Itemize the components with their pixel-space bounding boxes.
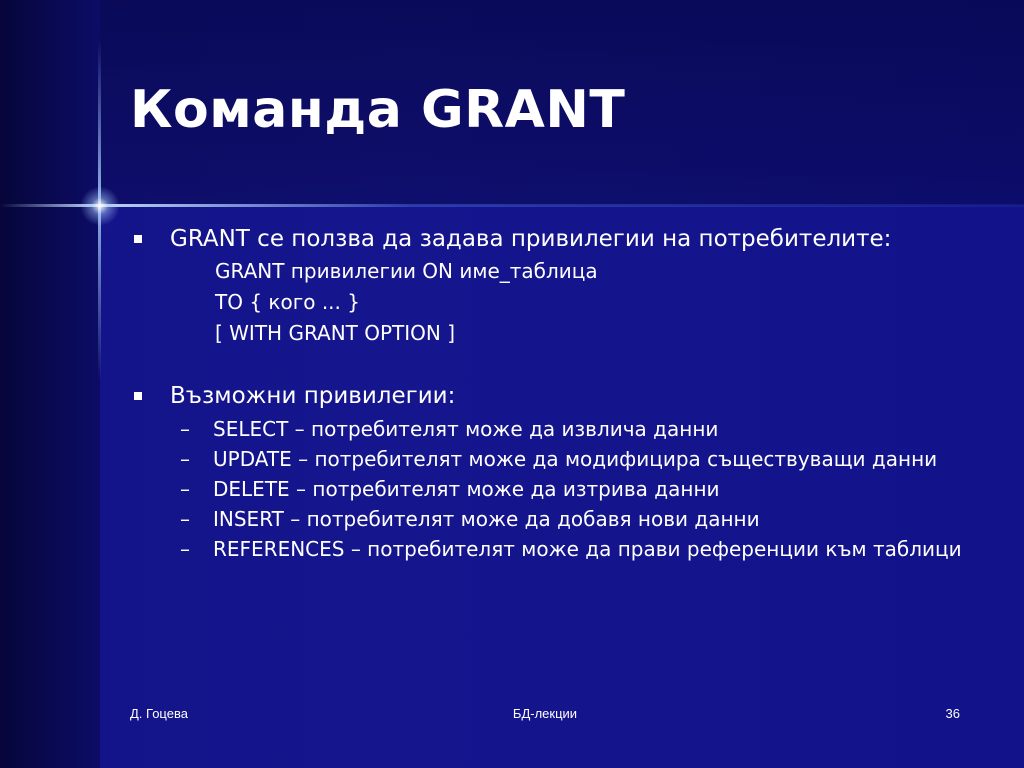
light-flare-horizontal	[0, 204, 1024, 207]
privilege-text: DELETE – потребителят може да изтрива данни	[213, 477, 720, 501]
syntax-line: GRANT привилегии ON име_таблица	[215, 259, 598, 283]
dash-bullet: –	[180, 447, 190, 471]
privilege-item-references	[130, 537, 990, 561]
bullet-text: Възможни привилегии:	[170, 383, 456, 409]
syntax-line: [ WITH GRANT OPTION ]	[215, 321, 456, 345]
privilege-item-select	[130, 417, 990, 441]
syntax-line: TO { кого ... }	[215, 290, 360, 314]
privilege-text: INSERT – потребителят може да добавя нови данни	[213, 507, 760, 531]
privilege-item-update	[130, 447, 990, 471]
dash-bullet: –	[180, 477, 190, 501]
privilege-item-insert	[130, 507, 990, 531]
privilege-text: REFERENCES – потребителят може да прави референции към таблици	[213, 537, 962, 561]
bullet-grant-usage	[130, 224, 990, 254]
light-flare-glow	[80, 186, 120, 226]
square-bullet-icon	[134, 392, 142, 400]
footer-course: БД-лекции	[512, 706, 578, 721]
grant-syntax	[130, 256, 990, 349]
bullet-possible-privileges	[130, 381, 990, 411]
privilege-text: UPDATE – потребителят може да модифицира съществуващи данни	[213, 447, 938, 471]
dash-bullet: –	[180, 417, 190, 441]
footer-author: Д. Гоцева	[130, 706, 188, 721]
bullet-text: GRANT се ползва да задава привилегии на потребителите:	[170, 226, 892, 252]
privilege-text: SELECT – потребителят може да извлича данни	[213, 417, 719, 441]
square-bullet-icon	[134, 235, 142, 243]
privileges-list	[130, 417, 990, 561]
privilege-item-delete	[130, 477, 990, 501]
dash-bullet: –	[180, 537, 190, 561]
footer-page-number: 36	[945, 706, 960, 721]
slide-content	[130, 224, 990, 567]
dash-bullet: –	[180, 507, 190, 531]
left-decorative-band	[0, 0, 100, 768]
slide-title: Команда GRANT	[130, 80, 626, 140]
